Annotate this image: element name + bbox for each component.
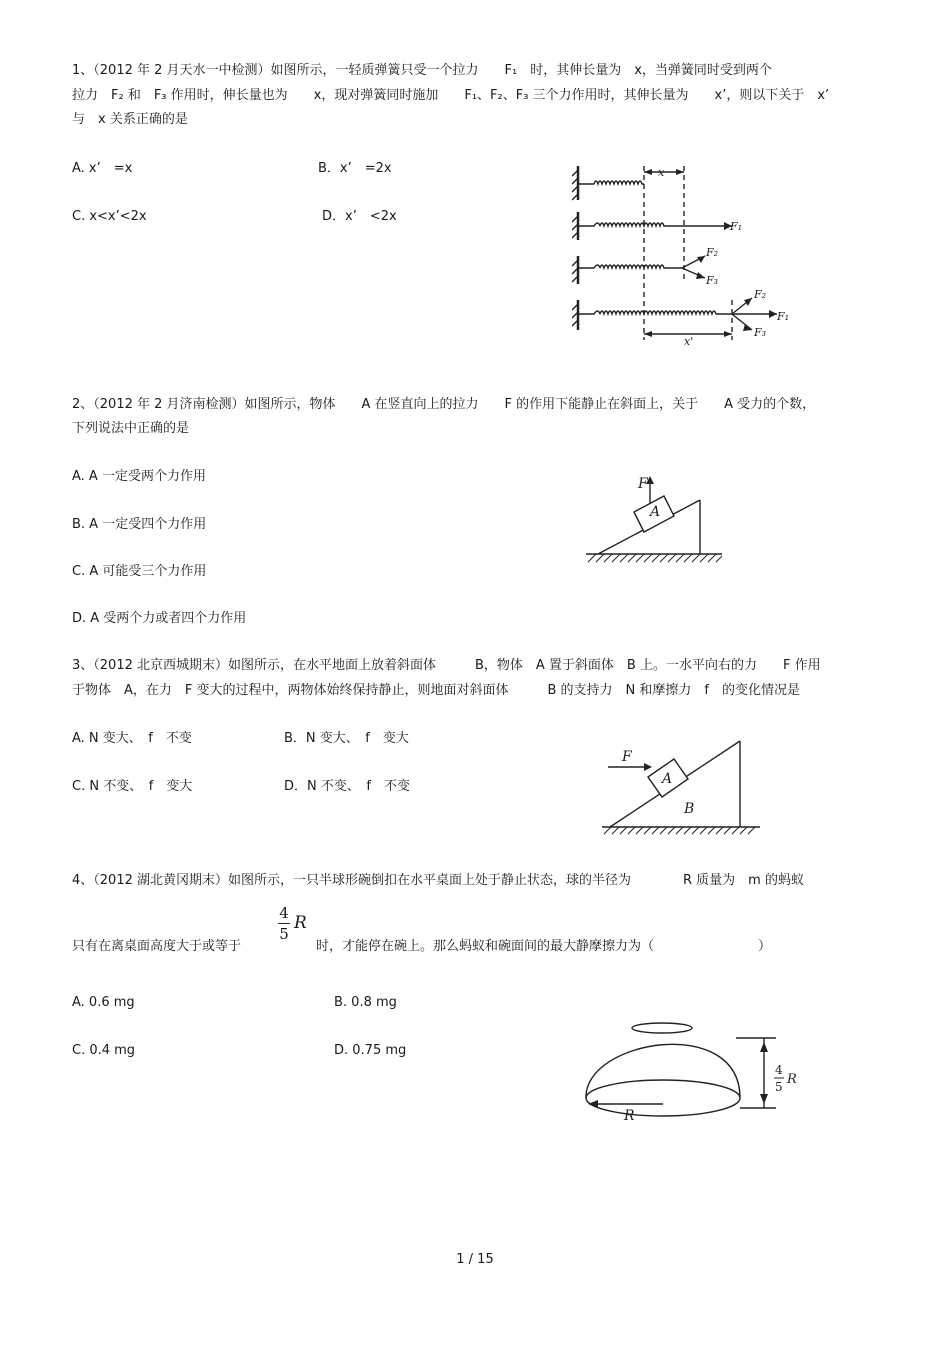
q3-label-a: A — [662, 771, 673, 787]
q1-stem-line1: 1、（2012 年 2 月天水一中检测）如图所示，一轻质弹簧只受一个拉力 F₁ 时，其伸长量为 x，当弹簧同时受到两个 — [72, 63, 772, 78]
q1-label-f3a: F₃ — [706, 274, 719, 287]
q1-label-xprime: x' — [684, 335, 694, 348]
q4-stem-line2b: 时，才能停在碗上。那么蚂蚁和碗面间的最大静摩擦力为（ ） — [316, 939, 772, 954]
q1-stem-line2: 拉力 F₂ 和 F₃ 作用时，伸长量也为 x，现对弹簧同时施加 F₁、F₂、F₃ 三个力作用时，其伸长量为 x’，则以下关于 x’ — [72, 88, 830, 103]
q2-incline-figure — [582, 470, 727, 568]
q3-label-f: F — [622, 749, 632, 765]
q1-label-f1a: F₁ — [730, 220, 743, 233]
q1-option-d: D．x’ <2x — [322, 209, 397, 224]
q1-stem-line3: 与 x 关系正确的是 — [72, 112, 188, 127]
q4-label-radius: R — [624, 1108, 635, 1124]
q1-spring-figure — [572, 160, 797, 350]
q3-option-c: C. N 不变、 f 变大 — [72, 779, 193, 794]
q2-stem-line2: 下列说法中正确的是 — [72, 421, 190, 436]
q3-stem-line2: 于物体 A，在力 F 变大的过程中，两物体始终保持静止，则地面对斜面体 B 的支持力 N 和摩擦力 f 的变化情况是 — [72, 683, 800, 698]
q2-option-d: D. A 受两个力或者四个力作用 — [72, 611, 247, 626]
q4-stem-line2a: 只有在离桌面高度大于或等于 — [72, 939, 242, 954]
q2-option-c: C. A 可能受三个力作用 — [72, 564, 207, 579]
q4-frac-den: 5 — [279, 925, 289, 943]
q2-label-a: A — [650, 504, 661, 520]
q4-option-d: D. 0.75 mg — [334, 1043, 407, 1058]
q4-inline-fraction — [278, 904, 290, 943]
q1-option-b: B．x’ =2x — [318, 161, 392, 176]
q4-option-a: A. 0.6 mg — [72, 995, 135, 1010]
q2-option-b: B. A 一定受四个力作用 — [72, 517, 207, 532]
q4-frac-bar — [278, 923, 290, 924]
q2-option-a: A. A 一定受两个力作用 — [72, 469, 206, 484]
q3-option-a: A. N 变大、 f 不变 — [72, 731, 192, 746]
q4-label-h-r: R — [787, 1072, 797, 1087]
q3-incline-figure — [598, 735, 763, 835]
q1-option-c: C. x<x’<2x — [72, 209, 147, 224]
q4-frac-num: 4 — [279, 904, 289, 922]
page-number: 1 / 15 — [456, 1252, 494, 1267]
q4-label-h-den: 5 — [775, 1080, 783, 1094]
q2-stem-line1: 2、（2012 年 2 月济南检测）如图所示，物体 A 在竖直向上的拉力 F 的作用下能静止在斜面上，关于 A 受力的个数， — [72, 397, 816, 412]
q3-option-d: D．N 不变、 f 不变 — [284, 779, 410, 794]
q4-stem-line1: 4、（2012 湖北黄冈期末）如图所示，一只半球形碗倒扣在水平桌面上处于静止状态，球的半径为 R 质量为 m 的蚂蚁 — [72, 873, 804, 888]
q3-stem-line1: 3、（2012 北京西城期末）如图所示，在水平地面上放着斜面体 B，物体 A 置于斜面体 B 上。一水平向右的力 F 作用 — [72, 658, 821, 673]
q1-label-x: x — [658, 166, 665, 179]
q1-label-f2b: F₂ — [754, 288, 767, 301]
q1-label-f2a: F₂ — [706, 246, 719, 259]
q2-label-f: F — [638, 476, 648, 492]
q4-label-h-num: 4 — [775, 1063, 783, 1077]
q3-option-b: B．N 变大、 f 变大 — [284, 731, 409, 746]
q4-option-b: B. 0.8 mg — [334, 995, 397, 1010]
q1-label-f3b: F₃ — [754, 326, 767, 339]
q1-label-f1b: F₁ — [777, 310, 790, 323]
q4-bowl-figure — [580, 1020, 815, 1132]
q3-label-b: B — [684, 801, 695, 817]
q4-option-c: C. 0.4 mg — [72, 1043, 136, 1058]
q4-frac-r: R — [294, 913, 307, 933]
q1-option-a: A. x’ =x — [72, 161, 133, 176]
